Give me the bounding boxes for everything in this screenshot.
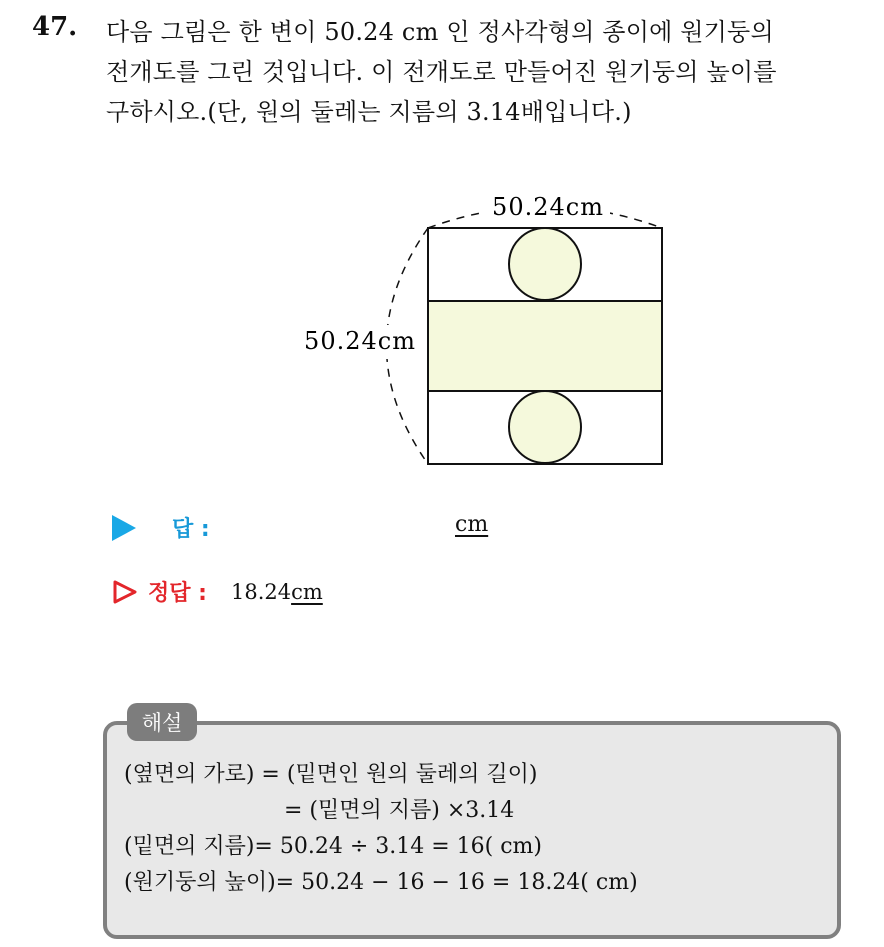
play-triangle-icon <box>112 515 136 541</box>
correct-unit: cm <box>291 579 323 604</box>
correct-value: 18.24 <box>230 579 292 604</box>
solution-line: (밑면의 지름)= 50.24 ÷ 3.14 = 16( cm) <box>124 834 542 859</box>
answer-row <box>112 512 210 543</box>
solution-line: = (밑면의 지름) ×3.14 <box>284 798 515 823</box>
question-line: 전개도를 그린 것입니다. 이 전개도로 만들어진 원기둥의 높이를 <box>106 58 777 86</box>
solution-tag: 해설 <box>127 703 197 741</box>
answer-label: 답 : <box>172 517 210 542</box>
solution-line: (원기둥의 높이)= 50.24 − 16 − 16 = 18.24( cm) <box>124 870 638 895</box>
side-length-label: 50.24cm <box>304 327 416 355</box>
question-line: 다음 그림은 한 변이 50.24 cm 인 정사각형의 종이에 원기둥의 <box>106 18 774 46</box>
answer-unit: cm <box>455 512 489 537</box>
side-face-rectangle <box>428 301 662 391</box>
top-base-circle <box>509 228 581 300</box>
correct-label: 정답 : <box>148 581 207 606</box>
outline-triangle-icon <box>112 579 138 605</box>
question-line: 구하시오.(단, 원의 둘레는 지름의 3.14배입니다.) <box>106 98 632 126</box>
correct-answer-row <box>112 576 323 607</box>
solution-text <box>124 757 638 901</box>
question-number: 47. <box>32 12 78 42</box>
bottom-base-circle <box>509 391 581 463</box>
top-length-label: 50.24cm <box>492 193 604 221</box>
solution-line: (옆면의 가로) = (밑면인 원의 둘레의 길이) <box>124 762 538 787</box>
